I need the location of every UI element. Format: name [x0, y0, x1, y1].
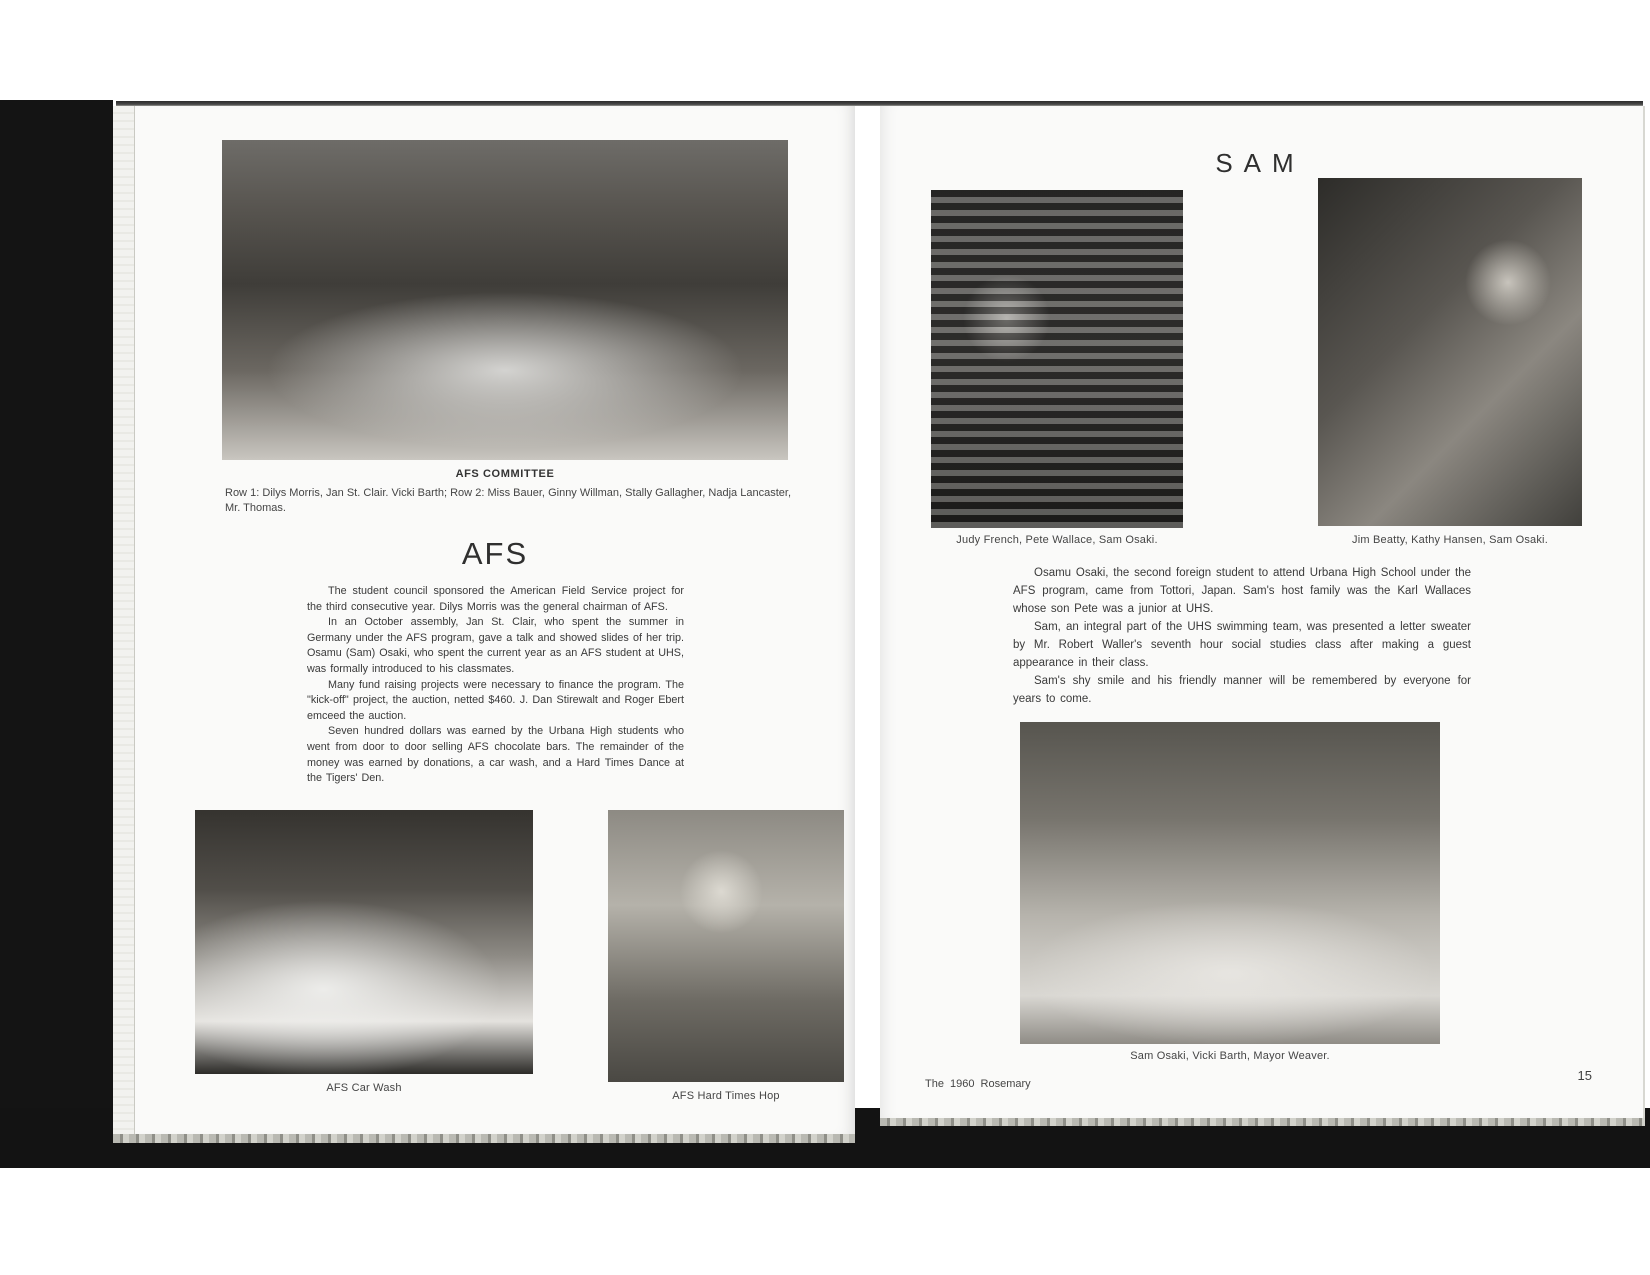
sam-heading: SAM: [1215, 148, 1305, 178]
key-presentation-caption: Sam Osaki, Vicki Barth, Mayor Weaver.: [1130, 1050, 1330, 1062]
right-page-bottom-edge: [880, 1118, 1645, 1126]
judy-pete-sam-caption: Judy French, Pete Wallace, Sam Osaki.: [956, 534, 1158, 546]
sam-paragraph-3: Sam's shy smile and his friendly manner will be remembered by everyone for years to come.: [1013, 675, 1471, 705]
footer-title: The 1960 Rosemary: [925, 1078, 1031, 1090]
right-page: [880, 106, 1645, 1118]
sam-paragraph-1: Osamu Osaki, the second foreign student to attend Urbana High School under the AFS program, came from Tottori, Japan. Sam's host family was the Karl Wallaces whose son Pete was a junior at UHS.: [1013, 567, 1471, 615]
key-presentation-photo: [1020, 722, 1440, 1044]
afs-paragraph-2: In an October assembly, Jan St. Clair, who spent the summer in Germany under the AFS program, gave a talk and showed slides of her trip. Osamu (Sam) Osaki, who spent the current year as an AFS student at UHS, was formally introduced to his classmates.: [307, 616, 684, 675]
afs-paragraph-1: The student council sponsored the American Field Service project for the third consecutive year. Dilys Morris was the general chairman of AFS.: [307, 585, 684, 613]
afs-heading: AFS: [461, 536, 529, 571]
page-number: 15: [1577, 1068, 1592, 1083]
jim-kathy-sam-caption: Jim Beatty, Kathy Hansen, Sam Osaki.: [1352, 534, 1548, 546]
afs-committee-names: Row 1: Dilys Morris, Jan St. Clair. Vicki Barth; Row 2: Miss Bauer, Ginny Willman, Stally Gallagher, Nadja Lancaster, Mr. Thomas.: [225, 487, 791, 514]
sam-body-text: [1013, 564, 1471, 708]
afs-committee-photo: [222, 140, 788, 460]
sam-paragraph-2: Sam, an integral part of the UHS swimming team, was presented a letter sweater by Mr. Robert Waller's seventh hour social studies class after making a guest appearance in their class.: [1013, 621, 1471, 669]
jim-kathy-sam-photo: [1318, 178, 1582, 526]
afs-car-wash-photo: [195, 810, 533, 1074]
afs-hard-times-caption: AFS Hard Times Hop: [672, 1090, 780, 1102]
afs-paragraph-3: Many fund raising projects were necessary to finance the program. The "kick-off" project, the auction, netted $460. J. Dan Stirewalt and Roger Ebert emceed the auction.: [307, 678, 684, 722]
left-page-bottom-edge: [113, 1134, 855, 1143]
afs-hard-times-photo: [608, 810, 844, 1082]
left-page: [113, 106, 855, 1134]
afs-committee-caption-title: AFS COMMITTEE: [455, 468, 555, 480]
scan-background-left: [0, 100, 113, 1168]
left-page-edge: [113, 106, 135, 1134]
afs-paragraph-4: Seven hundred dollars was earned by the Urbana High students who went from door to door selling AFS chocolate bars. The remainder of the money was earned by donations, a car wash, and a Hard Times Dance at the Tigers' Den.: [307, 725, 684, 785]
judy-pete-sam-photo: [931, 190, 1183, 528]
afs-body-text: [307, 584, 684, 787]
afs-car-wash-caption: AFS Car Wash: [326, 1082, 402, 1094]
